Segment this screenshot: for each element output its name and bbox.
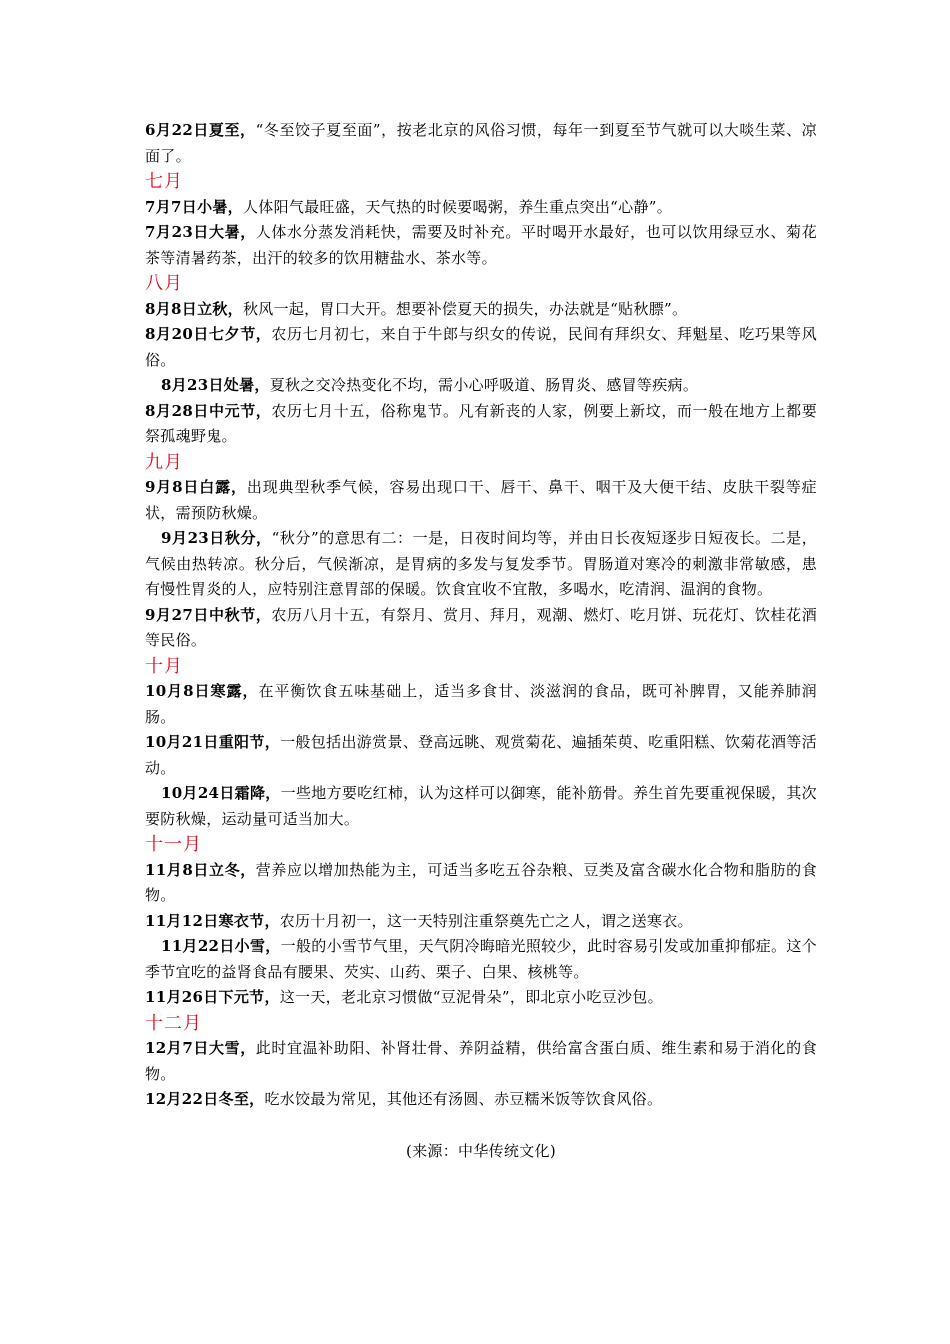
festival-entry [145, 934, 817, 985]
entry-text: 这一天，老北京习惯做“豆泥骨朵”，即北京小吃豆沙包。 [279, 988, 663, 1006]
entry-text: 农历七月十五，俗称鬼节。凡有新丧的人家，例要上新坟，而一般在地方上都要祭孤魂野鬼。 [145, 401, 817, 445]
entry-date-title: 12月7日大雪， [145, 1039, 256, 1057]
festival-entry [145, 730, 817, 781]
entry-date-title: 9月27日中秋节， [145, 605, 272, 624]
entry-text: 在平衡饮食五味基础上，适当多食甘、淡滋润的食品，既可补脾胃，又能养肺润肠。 [145, 682, 817, 726]
entry-date-title: 8月28日中元节， [145, 401, 272, 420]
entry-text: 农历十月初一，这一天特别注重祭奠先亡之人，谓之送寒衣。 [279, 911, 693, 930]
entry-date-title: 7月7日小暑， [145, 197, 243, 216]
document-body [145, 118, 817, 1113]
entry-date-title: 9月8日白露， [145, 478, 247, 496]
entry-text: 一般包括出游赏景、登高远眺、观赏菊花、遍插茱萸、吃重阳糕、饮菊花酒等活动。 [145, 733, 818, 777]
entry-date-title: 10月21日重阳节， [145, 733, 281, 751]
month-heading: 七月 [145, 171, 183, 192]
festival-entry [145, 297, 817, 323]
month-heading: 八月 [145, 273, 183, 294]
entry-text: 此时宜温补助阳、补肾壮骨、养阴益精，供给富含蛋白质、维生素和易于消化的食物。 [145, 1039, 817, 1083]
entry-date-title: 12月22日冬至， [145, 1090, 265, 1108]
entry-date-title: 7月23日大暑， [145, 223, 256, 241]
entry-text: “秋分”的意思有二：一是，日夜时间均等，并由日长夜短逐步日短夜长。二是，气候由热转凉。秋分后，气候渐凉，是胃病的多发与复发季节。胃肠道对寒冷的刺激非常敏感，患有慢性胃炎的人，应特别注意胃部的保暖。饮食宜收不宜散，多喝水，吃清润、温润的食物。 [145, 529, 818, 598]
entry-text: 营养应以增加热能为主，可适当多吃五谷杂粮、豆类及富含碳水化合物和脂肪的食物。 [145, 860, 817, 904]
entry-text: 吃水饺最为常见，其他还有汤圆、赤豆糯米饭等饮食风俗。 [264, 1090, 663, 1108]
entry-text: 农历七月初七，来自于牛郎与织女的传说，民间有拜织女、拜魁星、吃巧果等风俗。 [145, 325, 817, 369]
entry-text: 秋风一起，胃口大开。想要补偿夏天的损失，办法就是“贴秋膘”。 [242, 299, 688, 318]
entry-text: 农历八月十五，有祭月、赏月、拜月，观潮、燃灯、吃月饼、玩花灯、饮桂花酒等民俗。 [145, 605, 817, 649]
festival-entry [145, 858, 817, 909]
entry-date-title: 11月12日寒衣节， [145, 911, 280, 930]
festival-entry [145, 526, 817, 603]
festival-entry [145, 679, 817, 730]
entry-text: “冬至饺子夏至面”，按老北京的风俗习惯，每年一到夏至节气就可以大啖生菜、凉面了。 [145, 121, 817, 165]
festival-entry [145, 373, 817, 399]
festival-entry [145, 909, 817, 935]
festival-entry [145, 1087, 817, 1113]
festival-entry [145, 1036, 817, 1087]
month-heading: 九月 [145, 451, 183, 473]
festival-entry [145, 475, 817, 526]
festival-entry [145, 322, 817, 373]
entry-date-title: 11月8日立冬， [145, 860, 256, 879]
entry-date-title: 10月24日霜降， [161, 784, 281, 802]
festival-entry [145, 985, 817, 1011]
month-heading: 十二月 [145, 1012, 202, 1034]
festival-entry [145, 603, 817, 654]
entry-date-title: 10月8日寒露， [145, 682, 259, 700]
month-heading: 十一月 [145, 834, 202, 855]
entry-date-title: 9月23日秋分， [161, 529, 272, 547]
festival-entry [145, 195, 817, 221]
festival-entry [145, 220, 817, 271]
source-citation: (来源：中华传统文化) [405, 1142, 556, 1160]
entry-text: 一些地方要吃红柿，认为这样可以御寒，能补筋骨。养生首先要重视保暖，其次要防秋燥，运动量可适当加大。 [145, 784, 817, 828]
entry-date-title: 6月22日夏至， [145, 121, 256, 139]
festival-entry [145, 118, 817, 169]
festival-entry [145, 399, 817, 450]
entry-text: 人体水分蒸发消耗快，需要及时补充。平时喝开水最好，也可以饮用绿豆水、菊花茶等清暑药茶，出汗的较多的饮用糖盐水、茶水等。 [145, 223, 817, 267]
entry-date-title: 8月8日立秋， [145, 299, 243, 318]
entry-date-title: 11月22日小雪， [161, 937, 281, 955]
entry-text: 出现典型秋季气候，容易出现口干、唇干、鼻干、咽干及大便干结、皮肤干裂等症状，需预防秋燥。 [145, 478, 817, 522]
month-heading: 十月 [145, 655, 183, 677]
entry-date-title: 11月26日下元节， [145, 988, 280, 1006]
entry-date-title: 8月23日处暑， [161, 376, 270, 394]
festival-entry [145, 781, 817, 832]
entry-text: 人体阳气最旺盛，天气热的时候要喝粥，养生重点突出“心静”。 [242, 197, 673, 216]
entry-text: 一般的小雪节气里，天气阴冷晦暗光照较少，此时容易引发或加重抑郁症。这个季节宜吃的益肾食品有腰果、芡实、山药、栗子、白果、核桃等。 [145, 937, 817, 981]
entry-text: 夏秋之交冷热变化不均，需小心呼吸道、肠胃炎、感冒等疾病。 [269, 376, 699, 394]
entry-date-title: 8月20日七夕节， [145, 325, 272, 343]
